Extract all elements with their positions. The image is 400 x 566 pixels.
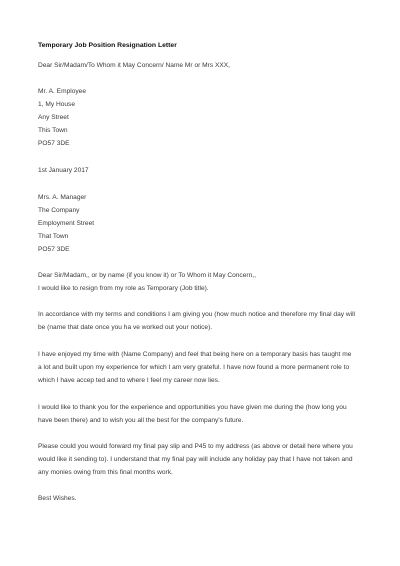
recipient-address-line: That Town — [38, 233, 69, 240]
closing: Best Wishes. — [38, 495, 77, 502]
paragraph-enjoyed-line: a lot and built upon my experience for which I am very grateful. I have now found a more permanent role to — [38, 364, 350, 371]
paragraph-resign: I would like to resign from my role as Temporary (Job title). — [38, 285, 209, 292]
recipient-address-line: Employment Street — [38, 220, 95, 227]
sender-postcode: PO57 3DE — [38, 140, 70, 147]
paragraph-thanks-line: have been there) and to wish you all the best for the company's future. — [38, 417, 244, 424]
salutation-header: Dear Sir/Madam/To Whom it May Concern/ Name Mr or Mrs XXX, — [38, 62, 230, 69]
recipient-name: Mrs. A. Manager — [38, 194, 87, 201]
recipient-postcode: PO57 3DE — [38, 246, 70, 253]
sender-address-line: 1, My House — [38, 101, 76, 108]
paragraph-payslip-line: would like it sending to). I understand that my final pay will include any holiday pay that I have not taken and — [38, 456, 353, 463]
sender-address-line: This Town — [38, 127, 68, 134]
salutation: Dear Sir/Madam,, or by name (if you know it) or To Whom it May Concern,, — [38, 272, 256, 279]
paragraph-payslip-line: any monies owing from this final months work. — [38, 469, 173, 476]
paragraph-payslip-line: Please could you would forward my final pay slip and P45 to my address (as above or detail here where you — [38, 443, 353, 450]
document-title: Temporary Job Position Resignation Letter — [38, 42, 177, 49]
paragraph-notice-line: In accordance with my terms and conditions I am giving you (how much notice and therefore my final day will — [38, 311, 356, 318]
paragraph-thanks-line: I would like to thank you for the experience and opportunities you have given me during the (how long you — [38, 404, 347, 411]
paragraph-notice-line: be (name that date once you ha ve worked out your notice). — [38, 324, 213, 331]
letter-date: 1st January 2017 — [38, 167, 89, 174]
paragraph-enjoyed-line: which I have accep ted and to where I feel my career now lies. — [38, 377, 220, 384]
sender-name: Mr. A. Employee — [38, 88, 87, 95]
sender-address-line: Any Street — [38, 114, 69, 121]
paragraph-enjoyed-line: I have enjoyed my time with (Name Company) and feel that being here on a temporary basis has taught me — [38, 351, 352, 358]
recipient-address-line: The Company — [38, 207, 80, 214]
